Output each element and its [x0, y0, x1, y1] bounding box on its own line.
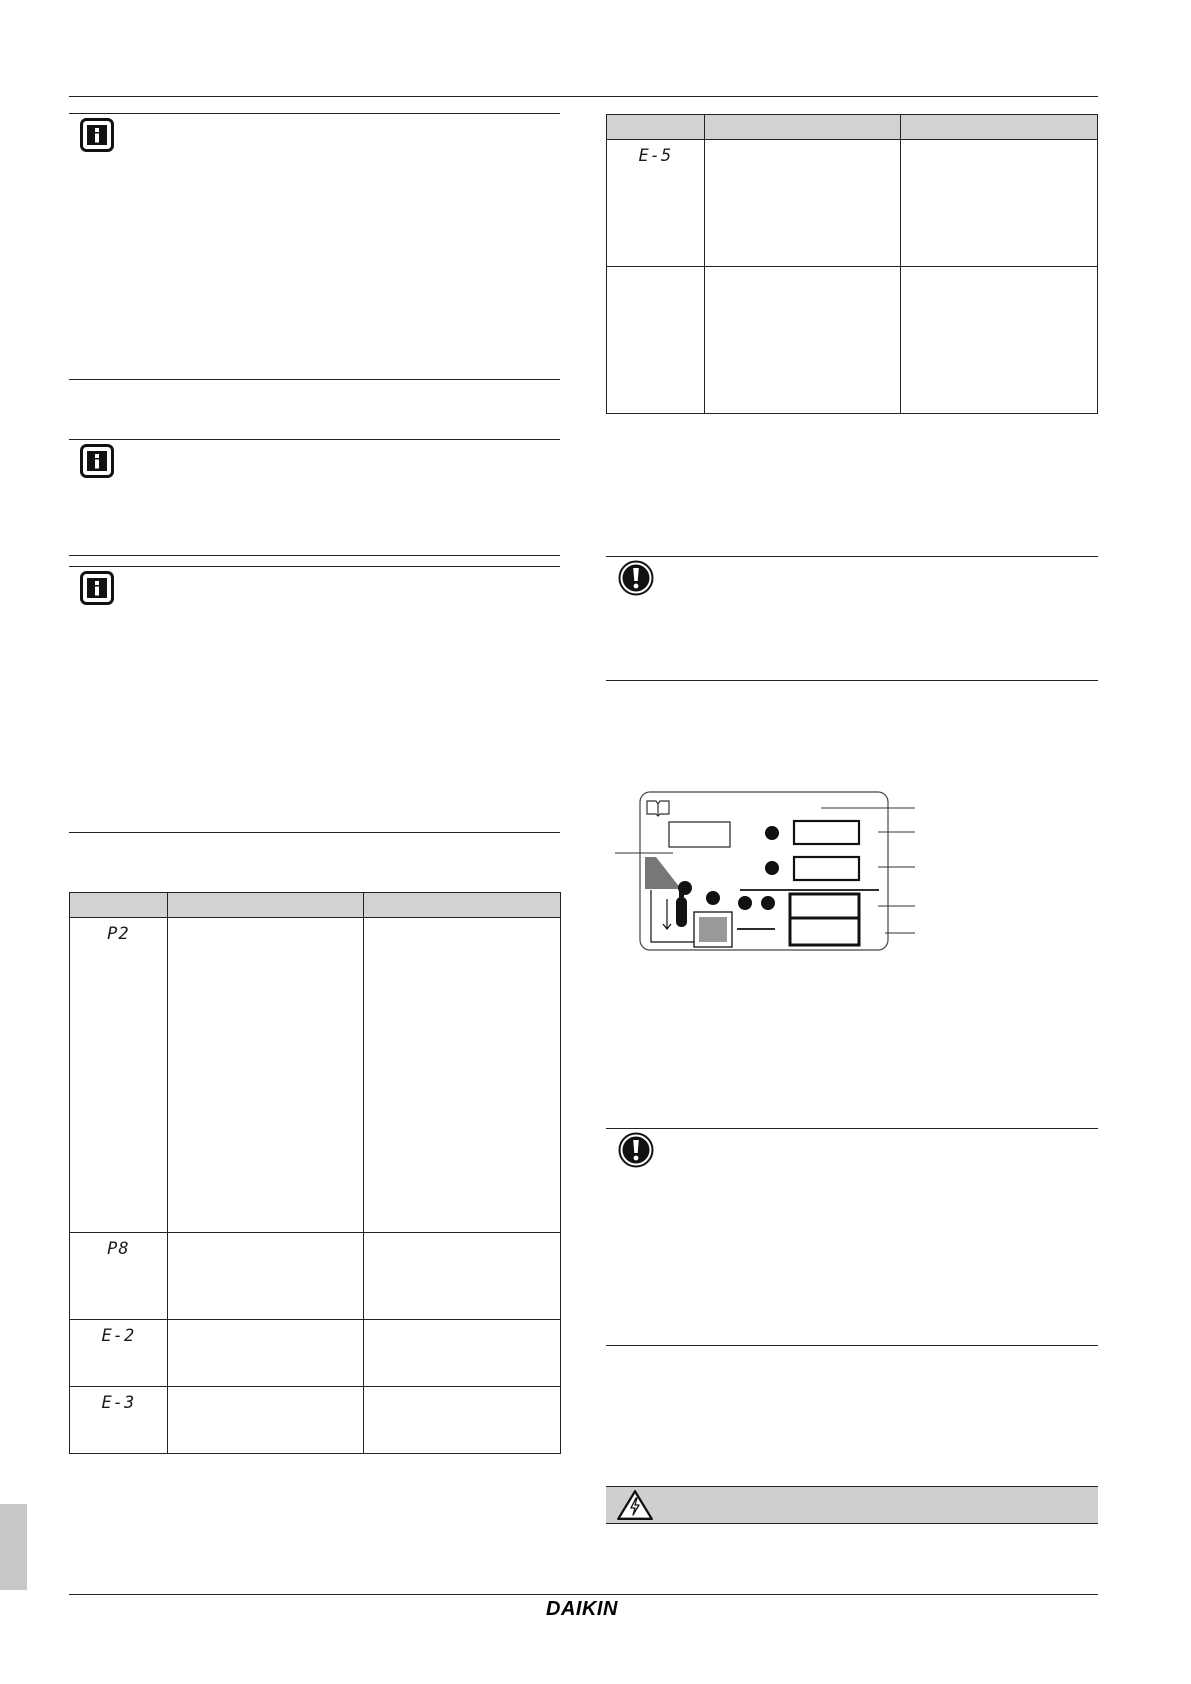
- caution-1-bottom-rule: [606, 680, 1098, 681]
- error-code-cell: [607, 267, 705, 414]
- unit-label-diagram: [615, 787, 920, 957]
- caution-2-top-rule: [606, 1128, 1098, 1129]
- label-outline: [640, 792, 888, 950]
- table-header-row: [70, 893, 561, 918]
- table-row: [70, 918, 561, 1233]
- table-row: [70, 1233, 561, 1320]
- exclamation-icon: [618, 1132, 654, 1168]
- error-code-cell: E-3: [70, 1387, 168, 1454]
- info-icon: [80, 444, 114, 478]
- note-1-bottom-rule: [69, 379, 560, 380]
- error-code-cell: E-5: [607, 140, 705, 267]
- error-code-table-right: [606, 114, 1098, 414]
- error-code-cell: P8: [70, 1233, 168, 1320]
- book-icon: [647, 801, 669, 816]
- info-icon: [80, 118, 114, 152]
- table-row: [70, 1320, 561, 1387]
- table-cell: [167, 918, 364, 1233]
- caution-2-bottom-rule: [606, 1345, 1098, 1346]
- table-cell: [364, 1387, 561, 1454]
- note-2-top-rule: [69, 439, 560, 440]
- info-icon: [80, 571, 114, 605]
- table-cell: [901, 140, 1098, 267]
- table-row: [607, 140, 1098, 267]
- note-3-bottom-rule: [69, 832, 560, 833]
- caution-1-top-rule: [606, 556, 1098, 557]
- note-1-top-rule: [69, 113, 560, 114]
- error-code-cell: E-2: [70, 1320, 168, 1387]
- table-row: [70, 1387, 561, 1454]
- table-row: [607, 267, 1098, 414]
- column-header: [167, 893, 364, 918]
- column-header: [364, 893, 561, 918]
- side-tab: [0, 1504, 27, 1590]
- note-3-top-rule: [69, 566, 560, 567]
- table-cell: [704, 140, 901, 267]
- table-header-row: [607, 115, 1098, 140]
- column-header: [704, 115, 901, 140]
- table-cell: [704, 267, 901, 414]
- footer-rule: [69, 1594, 1098, 1595]
- table-cell: [167, 1387, 364, 1454]
- table-cell: [167, 1233, 364, 1320]
- column-header: [901, 115, 1098, 140]
- error-code-table-left: [69, 892, 561, 1454]
- table-cell: [364, 1233, 561, 1320]
- danger-warning-bar: [606, 1486, 1098, 1524]
- table-cell: [901, 267, 1098, 414]
- exclamation-icon: [618, 560, 654, 596]
- column-header: [607, 115, 705, 140]
- table-cell: [364, 1320, 561, 1387]
- table-cell: [364, 918, 561, 1233]
- note-2-bottom-rule: [69, 555, 560, 556]
- table-cell: [167, 1320, 364, 1387]
- error-code-cell: P2: [70, 918, 168, 1233]
- daikin-logo: DAIKIN: [546, 1598, 618, 1620]
- column-header: [70, 893, 168, 918]
- electric-hazard-icon: [616, 1489, 654, 1521]
- header-rule: [69, 96, 1098, 97]
